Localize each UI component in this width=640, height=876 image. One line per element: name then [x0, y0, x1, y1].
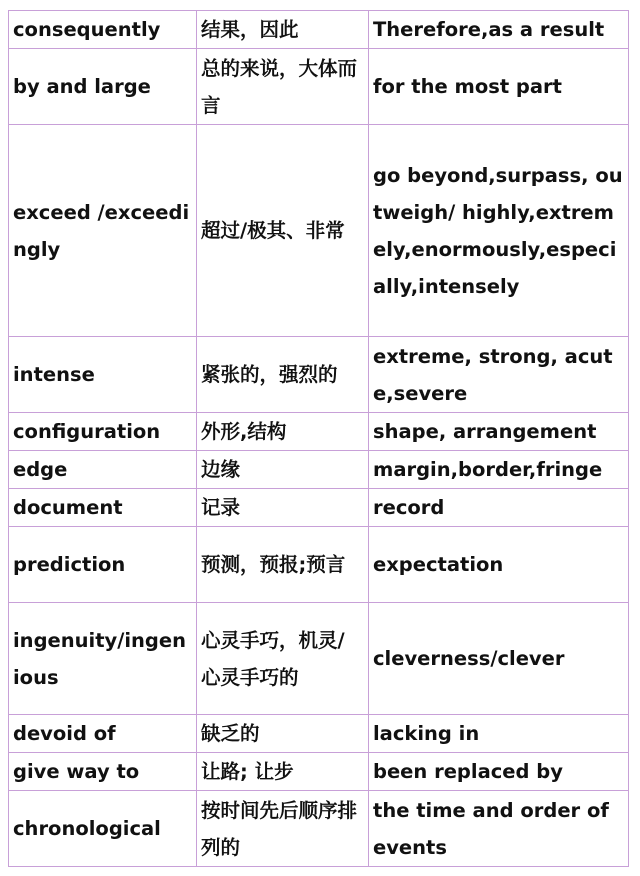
table-row	[9, 413, 629, 451]
vocabulary-rows	[9, 11, 629, 867]
synonym-cell: go beyond,surpass, outweigh/ highly,extremely,enormously,especially,intensely	[369, 125, 629, 337]
synonym-cell: for the most part	[369, 49, 629, 125]
synonym-cell: Therefore,as a result	[369, 11, 629, 49]
table-row	[9, 791, 629, 867]
chinese-cell: 心灵手巧，机灵/心灵手巧的	[197, 603, 369, 715]
table-row	[9, 489, 629, 527]
table-row	[9, 49, 629, 125]
chinese-cell: 按时间先后顺序排列的	[197, 791, 369, 867]
table-row	[9, 715, 629, 753]
chinese-cell: 记录	[197, 489, 369, 527]
chinese-cell: 预测，预报;预言	[197, 527, 369, 603]
chinese-cell: 紧张的，强烈的	[197, 337, 369, 413]
term-cell: document	[9, 489, 197, 527]
chinese-cell: 结果，因此	[197, 11, 369, 49]
term-cell: give way to	[9, 753, 197, 791]
table-row	[9, 451, 629, 489]
table-row	[9, 125, 629, 337]
synonym-cell: shape, arrangement	[369, 413, 629, 451]
term-cell: exceed /exceedingly	[9, 125, 197, 337]
term-cell: intense	[9, 337, 197, 413]
term-cell: edge	[9, 451, 197, 489]
term-cell: chronological	[9, 791, 197, 867]
table-row	[9, 337, 629, 413]
term-cell: consequently	[9, 11, 197, 49]
synonym-cell: record	[369, 489, 629, 527]
vocabulary-table	[8, 10, 629, 867]
term-cell: devoid of	[9, 715, 197, 753]
table-row	[9, 11, 629, 49]
term-cell: configuration	[9, 413, 197, 451]
table-row	[9, 527, 629, 603]
term-cell: ingenuity/ingenious	[9, 603, 197, 715]
chinese-cell: 缺乏的	[197, 715, 369, 753]
synonym-cell: cleverness/clever	[369, 603, 629, 715]
chinese-cell: 外形,结构	[197, 413, 369, 451]
term-cell: by and large	[9, 49, 197, 125]
chinese-cell: 超过/极其、非常	[197, 125, 369, 337]
table-row	[9, 603, 629, 715]
synonym-cell: extreme, strong, acute,severe	[369, 337, 629, 413]
chinese-cell: 让路; 让步	[197, 753, 369, 791]
chinese-cell: 总的来说，大体而言	[197, 49, 369, 125]
synonym-cell: been replaced by	[369, 753, 629, 791]
synonym-cell: lacking in	[369, 715, 629, 753]
term-cell: prediction	[9, 527, 197, 603]
synonym-cell: the time and order of events	[369, 791, 629, 867]
synonym-cell: margin,border,fringe	[369, 451, 629, 489]
chinese-cell: 边缘	[197, 451, 369, 489]
synonym-cell: expectation	[369, 527, 629, 603]
table-row	[9, 753, 629, 791]
